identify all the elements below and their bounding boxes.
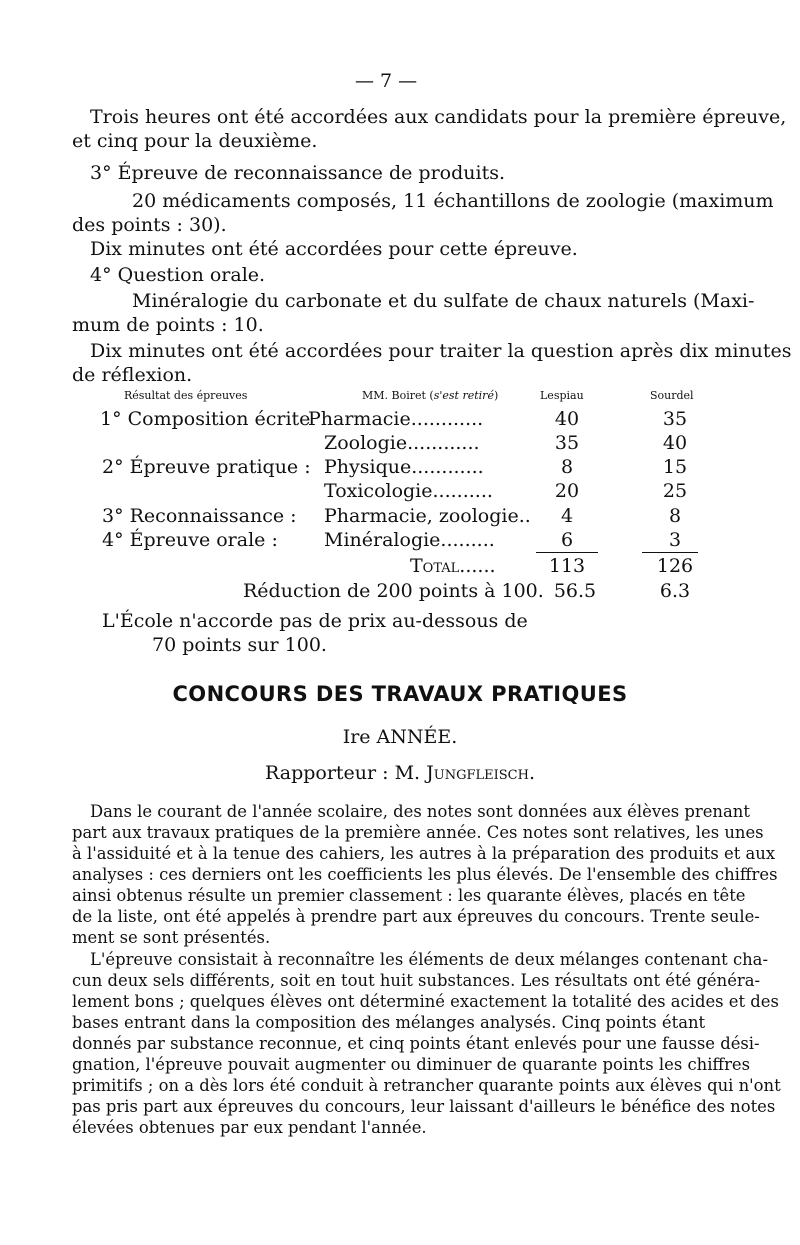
results-header-boiret: MM. Boiret (s'est retiré): [362, 389, 499, 402]
total-label: Total......: [410, 555, 496, 577]
result-row-sourdel: 25: [662, 480, 688, 502]
section-3-title: 3° Épreuve de reconnaissance de produits.: [90, 162, 505, 184]
sourdel-total-rule: [642, 552, 698, 553]
result-row-subject: Zoologie............: [324, 432, 480, 454]
prize-note-line-2: 70 points sur 100.: [152, 634, 327, 656]
total-sourdel: 126: [656, 555, 694, 577]
result-row-subject: Physique............: [324, 456, 484, 478]
page-number: — 7 —: [355, 70, 418, 92]
body-line: lement bons ; quelques élèves ont déterminé exactement la totalité des acides et des: [72, 992, 779, 1011]
results-header-sourdel: Sourdel: [650, 389, 694, 402]
result-row-subject: Minéralogie.........: [324, 529, 495, 551]
result-row-lespiau: 6: [560, 529, 574, 551]
result-row-sourdel: 35: [662, 408, 688, 430]
body-line: analyses : ces derniers ont les coefficients les plus élevés. De l'ensemble des chiffres: [72, 865, 778, 884]
section-3-line-2: des points : 30).: [72, 214, 227, 236]
result-row-sourdel: 15: [662, 456, 688, 478]
body-line: L'épreuve consistait à reconnaître les éléments de deux mélanges contenant cha-: [90, 950, 768, 969]
body-line: pas pris part aux épreuves du concours, leur laissant d'ailleurs le bénéfice des notes: [72, 1097, 776, 1116]
result-row-label: 2° Épreuve pratique :: [102, 456, 311, 478]
section-4-line-1: Minéralogie du carbonate et du sulfate de chaux naturels (Maxi-: [132, 290, 755, 312]
result-row-sourdel: 40: [662, 432, 688, 454]
rapporteur-line: Rapporteur : M. Jungfleisch.: [265, 762, 535, 784]
section-3-line-3: Dix minutes ont été accordées pour cette épreuve.: [90, 238, 578, 260]
result-row-subject: Pharmacie............: [308, 408, 484, 430]
results-header-lespiau: Lespiau: [540, 389, 584, 402]
body-line: élevées obtenues par eux pendant l'année.: [72, 1118, 427, 1137]
reduction-lespiau: 56.5: [553, 580, 597, 602]
intro-line-2: et cinq pour la deuxième.: [72, 130, 318, 152]
result-row-lespiau: 20: [554, 480, 580, 502]
result-row-sourdel: 3: [668, 529, 682, 551]
results-header-epreuves: Résultat des épreuves: [124, 389, 248, 402]
intro-line-1: Trois heures ont été accordées aux candidats pour la première épreuve,: [90, 106, 787, 128]
reduction-sourdel: 6.3: [659, 580, 691, 602]
body-line: à l'assiduité et à la tenue des cahiers, les autres à la préparation des produits et aux: [72, 844, 776, 863]
section-4-line-3: Dix minutes ont été accordées pour traiter la question après dix minutes: [90, 340, 792, 362]
section-4-line-4: de réflexion.: [72, 364, 193, 386]
body-line: primitifs ; on a dès lors été conduit à retrancher quarante points aux élèves qui n'ont: [72, 1076, 781, 1095]
result-row-label: 1° Composition écrite: [100, 408, 311, 430]
result-row-lespiau: 35: [554, 432, 580, 454]
year-heading: Ire ANNÉE.: [342, 726, 458, 748]
result-row-lespiau: 4: [560, 505, 574, 527]
body-line: ment se sont présentés.: [72, 928, 271, 947]
body-line: part aux travaux pratiques de la première année. Ces notes sont relatives, les unes: [72, 823, 764, 842]
total-lespiau: 113: [548, 555, 586, 577]
body-line: ainsi obtenus résulte un premier classement : les quarante élèves, placés en tête: [72, 886, 746, 905]
reduction-label: Réduction de 200 points à 100.: [243, 580, 544, 602]
result-row-subject: Toxicologie..........: [324, 480, 493, 502]
body-line: Dans le courant de l'année scolaire, des notes sont données aux élèves prenant: [90, 802, 750, 821]
section-heading: CONCOURS DES TRAVAUX PRATIQUES: [172, 682, 628, 706]
result-row-lespiau: 8: [560, 456, 574, 478]
body-line: cun deux sels différents, soit en tout huit substances. Les résultats ont été généra-: [72, 971, 761, 990]
result-row-label: 4° Épreuve orale :: [102, 529, 278, 551]
body-line: donnés par substance reconnue, et cinq points étant enlevés pour une fausse dési-: [72, 1034, 760, 1053]
section-3-line-1: 20 médicaments composés, 11 échantillons de zoologie (maximum: [132, 190, 774, 212]
result-row-sourdel: 8: [668, 505, 682, 527]
section-4-line-2: mum de points : 10.: [72, 314, 264, 336]
body-line: bases entrant dans la composition des mélanges analysés. Cinq points étant: [72, 1013, 706, 1032]
section-4-title: 4° Question orale.: [90, 264, 266, 286]
prize-note-line-1: L'École n'accorde pas de prix au-dessous de: [102, 610, 528, 632]
body-line: de la liste, ont été appelés à prendre part aux épreuves du concours. Trente seule-: [72, 907, 760, 926]
result-row-subject: Pharmacie, zoologie..: [324, 505, 531, 527]
result-row-label: 3° Reconnaissance :: [102, 505, 297, 527]
lespiau-total-rule: [536, 552, 598, 553]
result-row-lespiau: 40: [554, 408, 580, 430]
body-line: gnation, l'épreuve pouvait augmenter ou diminuer de quarante points les chiffres: [72, 1055, 751, 1074]
